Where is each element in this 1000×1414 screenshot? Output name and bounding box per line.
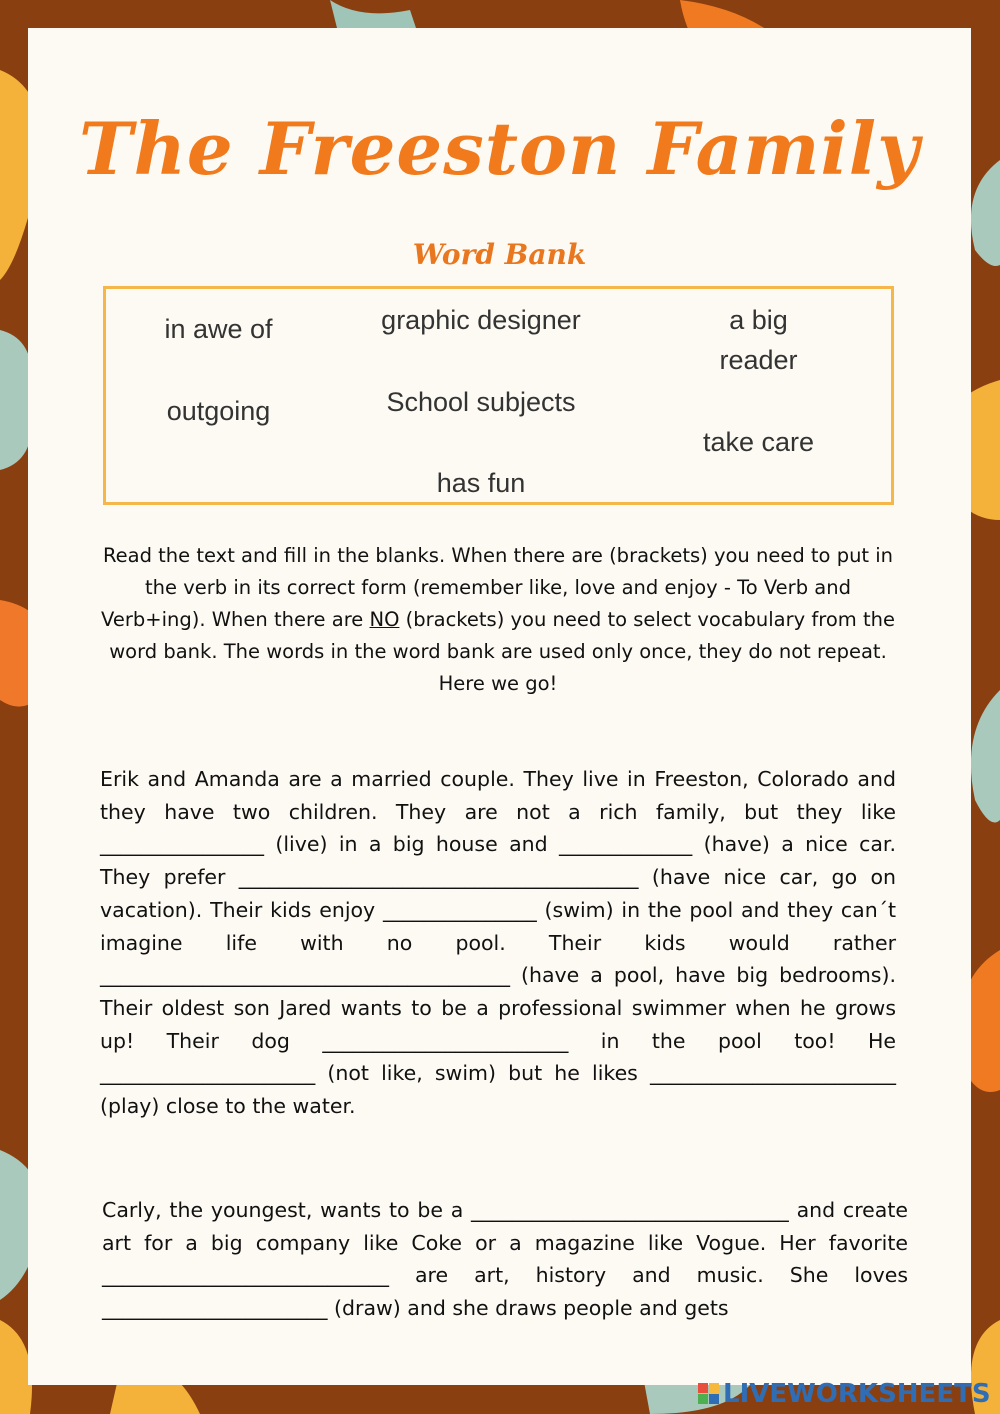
- instructions-emphasis: NO: [369, 608, 400, 631]
- reading-paragraph-2: Carly, the youngest, wants to be a _______________________________ and create art for a big company like Coke or a magazine like Vogue. Her favorite ____________________________ are art, history and music. She loves ______________________ (draw) and she draws people and gets: [102, 1198, 908, 1321]
- instructions-closing: Here we go!: [438, 672, 558, 695]
- instructions: [98, 540, 898, 700]
- instructions-text-2: (brackets) you need to select vocabulary from the word bank. The words in the word bank are used only once, they do not repeat.: [109, 608, 895, 663]
- word-bank-item: has fun: [436, 468, 526, 498]
- word-bank-item: take care: [702, 427, 815, 457]
- word-bank-title: Word Bank: [412, 238, 587, 271]
- logo-text: LIVEWORKSHEETS: [723, 1379, 991, 1409]
- word-bank-box: [103, 286, 894, 505]
- worksheet-page: [28, 28, 971, 1385]
- logo-icon: [698, 1383, 720, 1405]
- word-bank-item: School subjects: [386, 387, 576, 417]
- word-bank-item: graphic designer: [381, 305, 581, 335]
- instructions-text: Read the text and fill in the blanks. When there are (brackets) you need to put in the verb in its correct form (remember like, love and enjoy - To Verb and Verb+ing). When there are: [101, 544, 894, 631]
- word-bank-item: a big reader: [719, 305, 798, 375]
- reading-paragraph-1: Erik and Amanda are a married couple. They live in Freeston, Colorado and they have two children. They are not a rich family, but they like ________________ (live) in a big house and _____________ (have) a nice car. They prefer _______________________________________ (have nice car, go on vacation). Their kids enjoy _______________ (swim) in the pool and they can´t imagine life with no pool. Their kids would rather ________________________________________ (have a pool, have big bedrooms). Their oldest son Jared wants to be a professional swimmer when he grows up! Their dog ________________________ in the pool too! He _____________________ (not like, swim) but he likes ________________________ (play) close to the water.: [100, 767, 896, 1119]
- page-title: The Freeston Family: [79, 106, 920, 191]
- word-bank-item: in awe of: [164, 314, 273, 344]
- liveworksheets-logo: [698, 1378, 991, 1410]
- word-bank-item: outgoing: [166, 396, 271, 426]
